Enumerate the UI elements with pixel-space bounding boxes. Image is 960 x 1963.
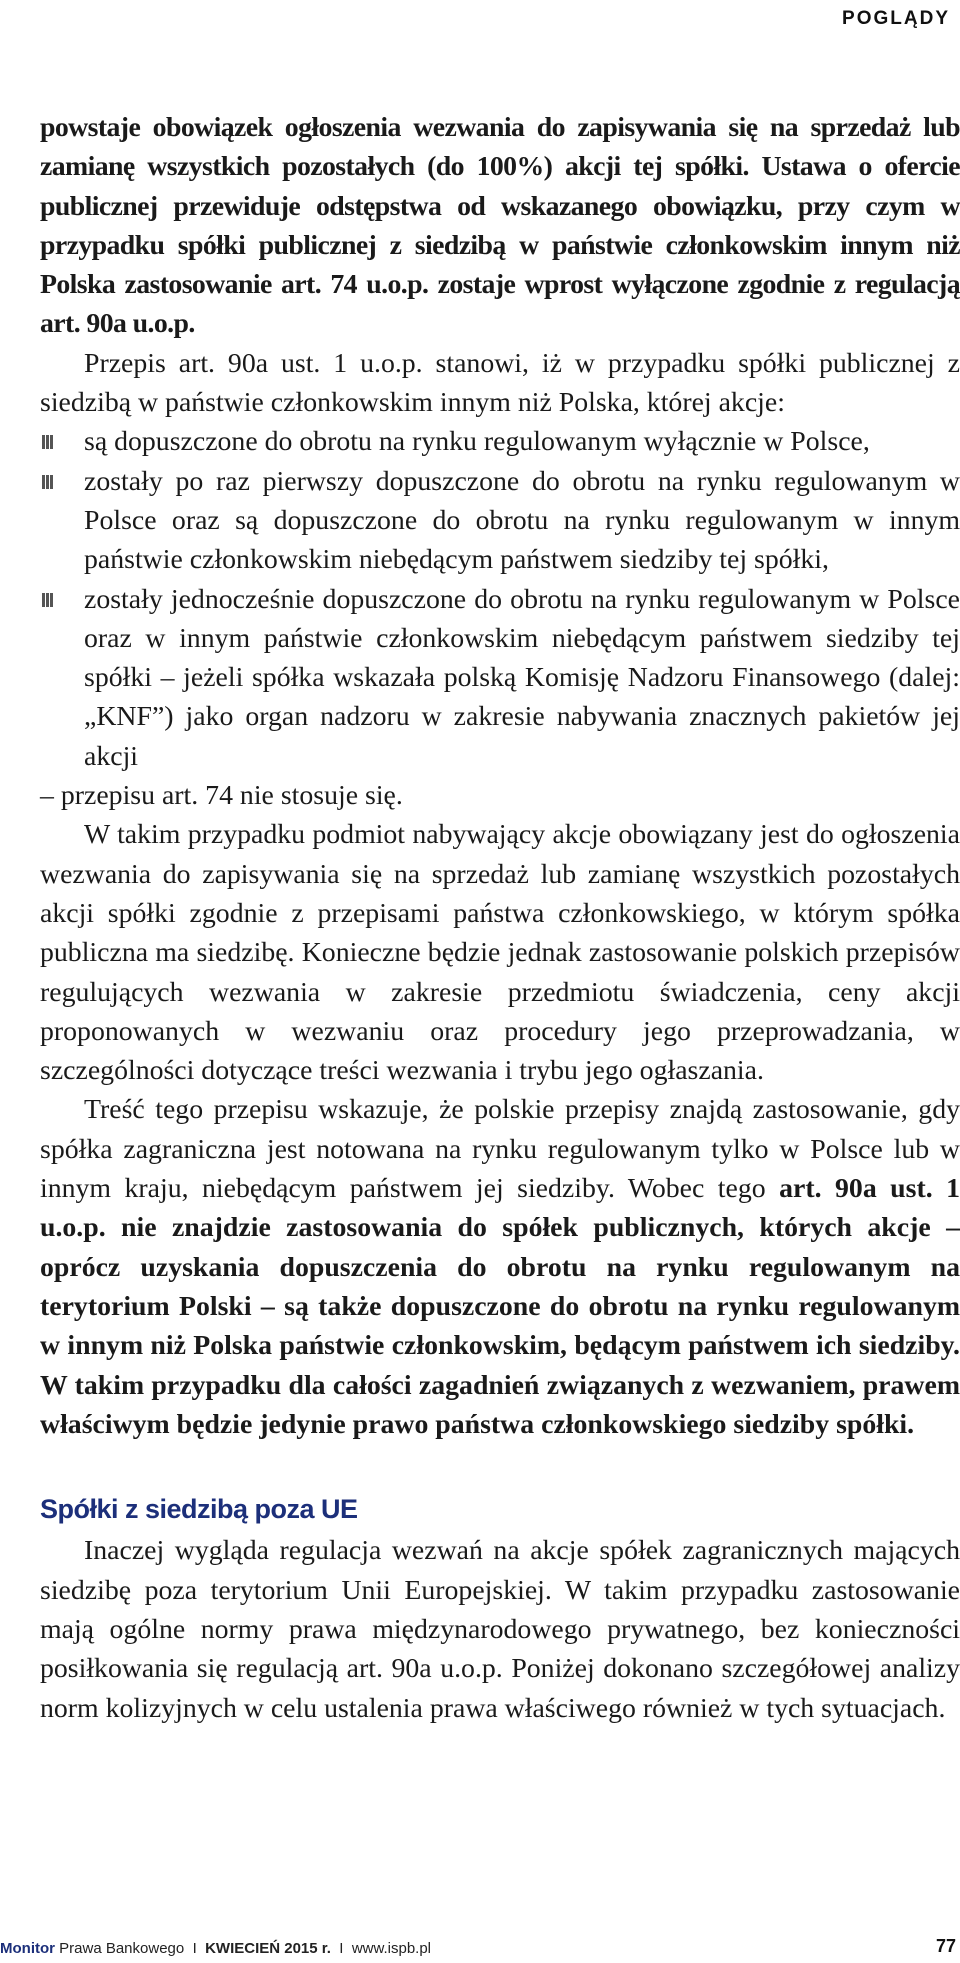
list-item-text: zostały po raz pierwszy dopuszczone do obrotu na rynku regulowanym w Polsce oraz są dopuszczone do obrotu na rynku regulowanym w innym państwie członkowskim niebędącym państwem siedziby tej spółki,	[84, 465, 960, 576]
case-paragraph: W takim przypadku podmiot nabywający akcje obowiązany jest do ogłoszenia wezwania do zapisywania się na sprzedaż lub zamianę wszystkich pozostałych akcji spółki zgodnie z przepisami państwa członkowskiego, w którym spółka publiczna ma siedzibę. Konieczne będzie jednak zastosowanie polskich przepisów regulujących wezwania w zakresie przedmiotu świadczenia, ceny akcji proponowanych w wezwaniu oraz procedury jego przeprowadzania, w szczególności dotyczące treści wezwania i trybu jego ogłaszania.	[40, 819, 960, 1087]
footer-publication	[0, 1940, 431, 1957]
list-item-text: zostały jednocześnie dopuszczone do obrotu na rynku regulowanym w Polsce oraz w innym państwie członkowskim niebędącym państwem siedziby tej spółki – jeżeli spółka wskazała polską Komisję Nadzoru Finansowego (dalej: „KNF”) jako organ nadzoru w zakresie nabywania znacznych pakietów jej akcji	[84, 583, 960, 772]
page-footer	[0, 1935, 958, 1957]
provision-paragraph: Przepis art. 90a ust. 1 u.o.p. stanowi, iż w przypadku spółki publicznej z siedzibą w państwie członkowskim innym niż Polska, której akcje:	[40, 347, 960, 419]
section-label: POGLĄDY	[842, 8, 950, 29]
footer-separator: I	[330, 1940, 352, 1957]
footer-website: www.ispb.pl	[351, 1940, 432, 1957]
outside-eu-paragraph: Inaczej wygląda regulacja wezwań na akcje spółek zagranicznych mających siedzibę poza terytorium Unii Europejskiej. W takim przypadku zastosowanie mają ogólne normy prawa międzynarodowego prywatnego, bez konieczności posiłkowania się regulacją art. 90a u.o.p. Poniżej dokonano szczegółowej analizy norm kolizyjnych w celu ustalenia prawa właściwego również w tych sytuacjach.	[40, 1535, 960, 1724]
intro-bold-paragraph: powstaje obowiązek ogłoszenia wezwania do zapisywania się na sprzedaż lub zamianę wszystkich pozostałych (do 100%) akcji tej spółki. Ustawa o ofercie publicznej przewiduje odstępstwa od wskazanego obowiązku, przy czym w przypadku spółki publicznej z siedzibą w państwie członkowskim innym niż Polska zastosowanie art. 74 u.o.p. zostaje wprost wyłączone zgodnie z regulacją art. 90a u.o.p.	[40, 112, 960, 340]
conditions-list	[40, 422, 960, 776]
page-number: 77	[935, 1936, 956, 1956]
bullet-icon	[42, 593, 54, 607]
list-item	[40, 462, 960, 580]
footer-publication-name: Prawa Bankowego	[54, 1940, 185, 1957]
content-regular-text: Treść tego przepisu wskazuje, że polskie przepisy znajdą zastosowanie, gdy spółka zagraniczna jest notowana na rynku regulowanym tylko w Polsce lub w innym kraju, niebędącym państwem jej siedziby. Wobec tego	[40, 1094, 960, 1205]
content-paragraph	[40, 1090, 960, 1444]
footer-brand: Monitor	[0, 1940, 55, 1957]
list-item-text: są dopuszczone do obrotu na rynku regulowanym wyłącznie w Polsce,	[84, 426, 870, 458]
bullet-icon	[42, 475, 54, 489]
section-heading: Spółki z siedzibą poza UE	[40, 1494, 358, 1525]
closing-line: – przepisu art. 74 nie stosuje się.	[40, 780, 403, 812]
article-body	[40, 108, 960, 1728]
footer-issue: KWIECIEŃ 2015 r.	[205, 1940, 331, 1957]
content-bold-text: art. 90a ust. 1 u.o.p. nie znajdzie zastosowania do spółek publicznych, których akcje – oprócz uzyskania dopuszczenia do obrotu na rynku regulowanym na terytorium Polski – są także dopuszczone do obrotu na rynku regulowanym w innym niż Polska państwie członkowskim, będącym państwem ich siedziby. W takim przypadku dla całości zagadnień związanych z wezwaniem, prawem właściwym będzie jedynie prawo państwa członkowskiego siedziby spółki.	[40, 1173, 960, 1440]
list-item	[40, 580, 960, 776]
list-item	[40, 422, 960, 461]
footer-separator: I	[184, 1940, 206, 1957]
bullet-icon	[42, 435, 54, 449]
